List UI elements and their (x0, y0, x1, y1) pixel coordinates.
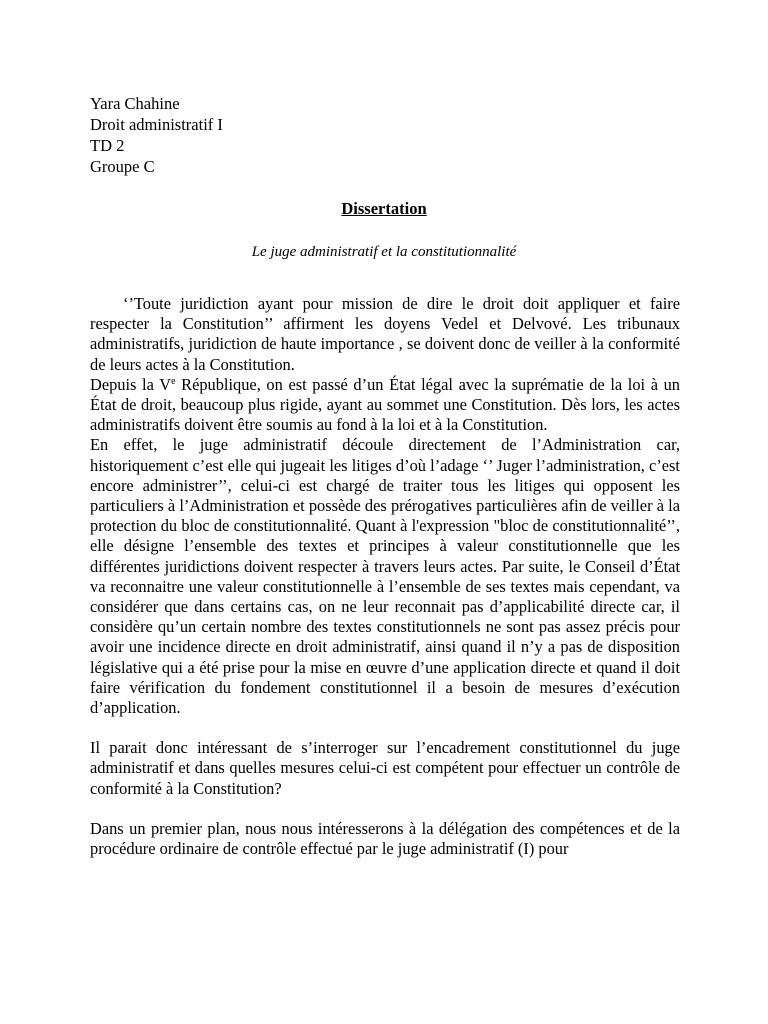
document-title: Dissertation (341, 199, 427, 218)
document-subtitle: Le juge administratif et la constitutionnalité (251, 244, 517, 260)
document-header (90, 93, 223, 177)
paragraph-problematique: Il parait donc intéressant de s’interroger sur l’encadrement constitutionnel du juge administratif et dans quelles mesures celui-ci est compétent pour effectuer un contrôle de conformité à la Constitution? (90, 738, 680, 798)
paragraph-republique (90, 375, 680, 436)
author-name: Yara Chahine (90, 94, 180, 113)
paragraph-plan: Dans un premier plan, nous nous intéresserons à la délégation des compétences et de la procédure ordinaire de contrôle effectué par le juge administratif (I) pour (90, 818, 680, 859)
document-body (90, 294, 680, 859)
superscript-e: e (171, 375, 176, 387)
paragraph-quote: ‘’Toute juridiction ayant pour mission de dire le droit doit appliquer et faire respecter la Constitution’’ affirment les doyens Vedel et Delvové. Les tribunaux administratifs, juridiction de haute importance , se doivent donc de veiller à la conformité de leurs actes à la Constitution. (90, 294, 680, 374)
course-name: Droit administratif I (90, 115, 223, 134)
paragraph-juge-administratif: En effet, le juge administratif découle directement de l’Administration car, historiquement c’est elle qui jugeait les litiges d’où l’adage ‘’ Juger l’administration, c’est encore administrer’’, celui-ci est chargé de traiter tous les litiges qui opposent les particuliers à l’Administration et possède des prérogatives particulières afin de veiller à la protection du bloc de constitutionnalité. Quant à l'expression "bloc de constitutionnalité’’, elle désigne l’ensemble des textes et principes à valeur constitutionnelle que les différentes juridictions doivent respecter à travers leurs actes. Par suite, le Conseil d’État va reconnaitre une valeur constitutionnelle à l’ensemble de ses textes mais cependant, va considérer que dans certains cas, on ne leur reconnait pas d’applicabilité directe car, il considère qu’un certain nombre des textes constitutionnels ne sont pas assez précis pour avoir une incidence directe en droit administratif, ainsi quand il n’y a pas de disposition législative qui a été prise pour la mise en œuvre d’une application directe et quand il doit faire vérification du fondement constitutionnel il a besoin de mesures d’exécution d’application. (90, 435, 680, 718)
paragraph-republique-start: Depuis la V (90, 374, 172, 394)
paragraph-republique-rest: République, on est passé d’un État légal avec la suprématie de la loi à un État de droit, beaucoup plus rigide, ayant au sommet une Constitution. Dès lors, les actes administratifs doivent être soumis au fond à la loi et à la Constitution. (90, 374, 680, 435)
group-name: Groupe C (90, 157, 155, 176)
td-number: TD 2 (90, 136, 125, 155)
